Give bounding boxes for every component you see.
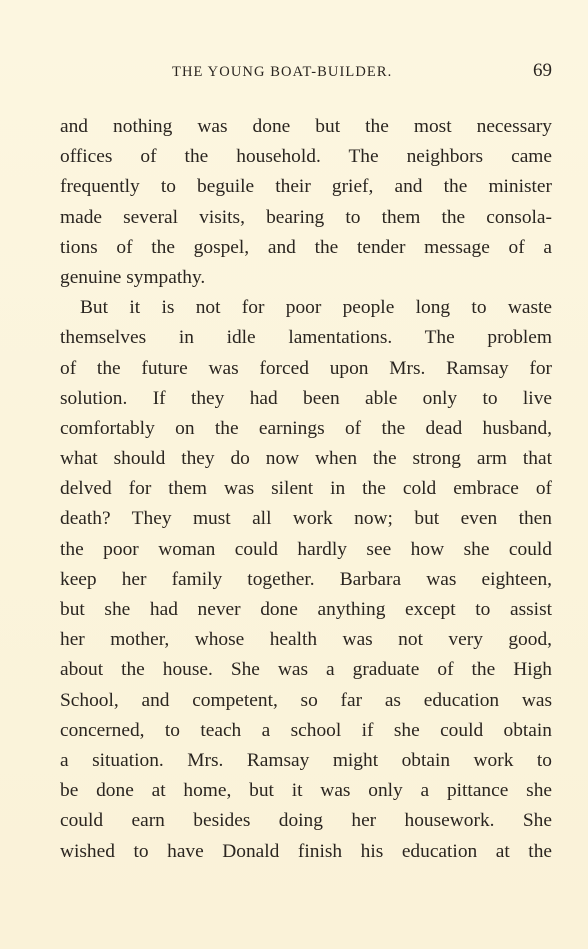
text-line: delved for them was silent in the cold embrace of	[60, 478, 552, 500]
text-line: concerned, to teach a school if she could obtain	[60, 719, 552, 741]
text-line: But it is not for poor people long to waste	[80, 297, 552, 319]
text-line: genuine sympathy.	[60, 266, 206, 288]
text-line: offices of the household. The neighbors came	[60, 146, 552, 168]
body-text	[60, 112, 552, 867]
text-line: made several visits, bearing to them the consola-	[60, 206, 552, 228]
text-line: be done at home, but it was only a pittance she	[60, 780, 552, 802]
running-head: THE YOUNG BOAT-BUILDER.	[172, 64, 393, 80]
text-line: the poor woman could hardly see how she could	[60, 538, 552, 560]
text-line: tions of the gospel, and the tender message of a	[60, 236, 552, 258]
text-line: frequently to beguile their grief, and the minister	[60, 176, 552, 198]
text-line: what should they do now when the strong arm that	[60, 448, 552, 470]
text-line: her mother, whose health was not very good,	[60, 629, 552, 651]
text-line: death? They must all work now; but even then	[60, 508, 552, 530]
page-number: 69	[533, 60, 552, 81]
text-line: solution. If they had been able only to live	[60, 387, 552, 409]
text-line: comfortably on the earnings of the dead husband,	[60, 417, 552, 439]
text-line: wished to have Donald finish his education at the	[60, 840, 552, 862]
text-line: themselves in idle lamentations. The problem	[60, 327, 552, 349]
text-line: School, and competent, so far as education was	[60, 689, 552, 711]
text-line: of the future was forced upon Mrs. Ramsay for	[60, 357, 552, 379]
text-line: keep her family together. Barbara was eighteen,	[60, 568, 552, 590]
text-line: but she had never done anything except to assist	[60, 599, 552, 620]
text-line: a situation. Mrs. Ramsay might obtain work to	[60, 749, 552, 771]
text-line: could earn besides doing her housework. She	[60, 810, 552, 832]
page-header	[60, 62, 552, 86]
text-line: about the house. She was a graduate of the High	[60, 659, 552, 681]
text-line: and nothing was done but the most necessary	[60, 116, 552, 137]
